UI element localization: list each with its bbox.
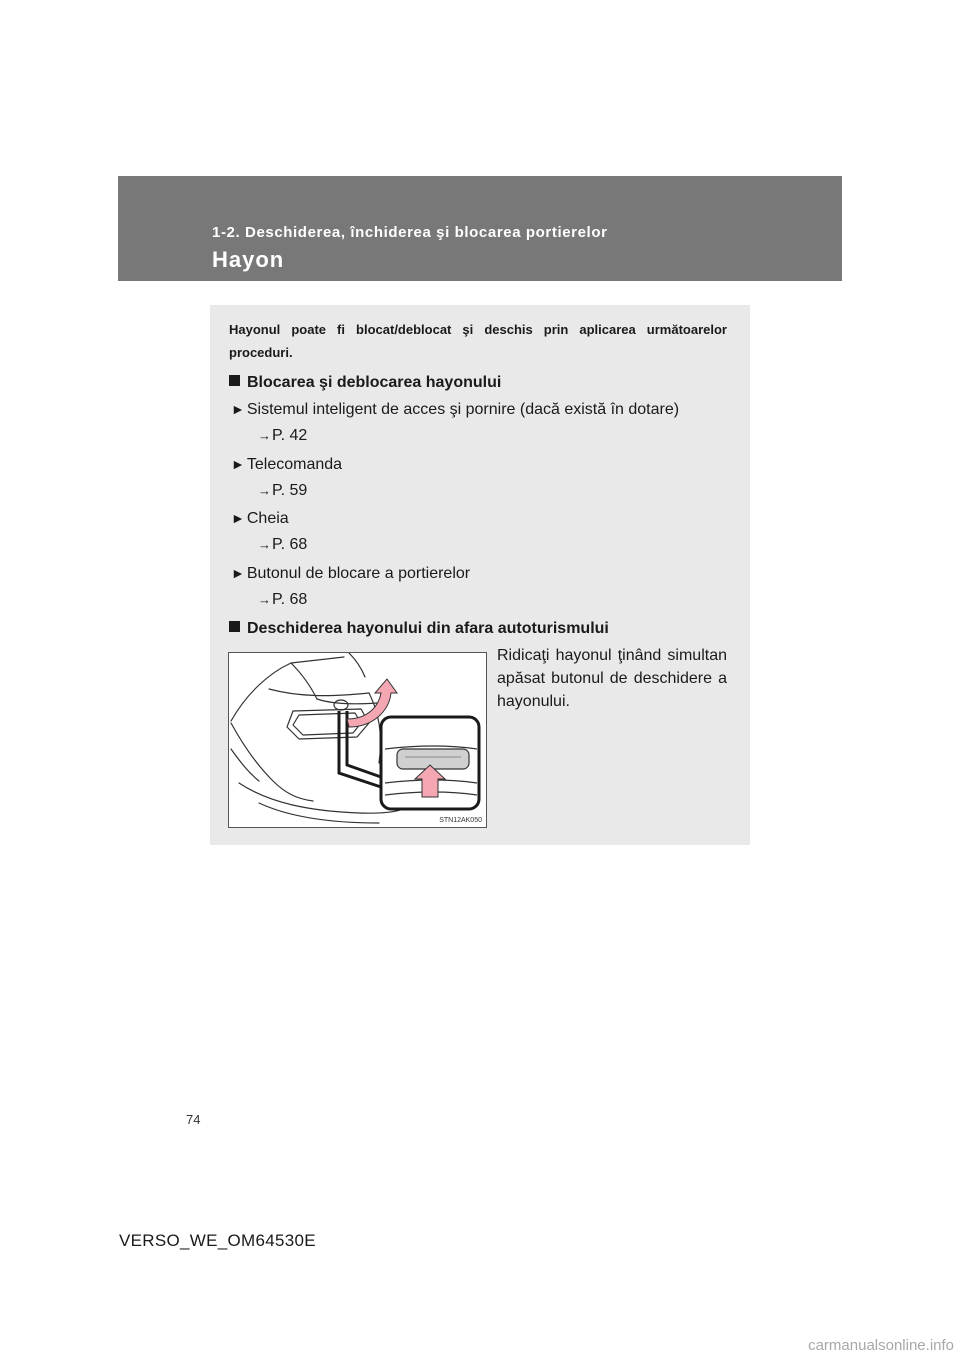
list-item: [231, 510, 289, 528]
list-item: [231, 401, 679, 419]
page-reference: P. 59: [272, 482, 308, 499]
triangle-right-icon: ►: [231, 456, 245, 472]
right-arrow-icon: →: [258, 592, 271, 607]
list-item: [231, 565, 470, 583]
right-arrow-icon: →: [258, 428, 271, 443]
page-reference-link[interactable]: [258, 591, 307, 609]
page-title: Hayon: [212, 247, 285, 272]
page-reference-link[interactable]: [258, 536, 307, 554]
page-reference: P. 42: [272, 427, 308, 444]
document-code: VERSO_WE_OM64530E: [119, 1231, 316, 1250]
tailgate-illustration: [228, 652, 487, 828]
square-icon: [229, 375, 240, 386]
page-reference: P. 68: [272, 591, 308, 608]
list-item-label: Sistemul inteligent de acces şi pornire (dacă există în dotare): [246, 401, 680, 418]
square-icon: [229, 621, 240, 632]
triangle-right-icon: ►: [231, 565, 245, 581]
locking-heading-label: Blocarea şi deblocarea hayonului: [247, 374, 502, 391]
page-reference: P. 68: [272, 536, 308, 553]
section-title: 1-2. Deschiderea, închiderea şi blocarea portierelor: [212, 224, 608, 241]
opening-instructions: Ridicaţi hayonul ţinând simultan apăsat butonul de deschidere a hayonului.: [497, 647, 727, 710]
intro-text: Hayonul poate fi blocat/deblocat şi deschis prin aplicarea următoarelor proceduri.: [229, 322, 727, 360]
watermark: carmanualsonline.info: [808, 1337, 954, 1354]
illustration-code: STN12AK050: [439, 817, 482, 824]
page-reference-link[interactable]: [258, 482, 307, 500]
list-item-label: Butonul de blocare a portierelor: [246, 565, 471, 582]
page-number: 74: [186, 1112, 201, 1127]
tailgate-drawing: [229, 653, 486, 827]
opening-heading-label: Deschiderea hayonului din afara autoturismului: [247, 620, 609, 637]
triangle-right-icon: ►: [231, 510, 245, 526]
list-item-label: Telecomanda: [246, 456, 343, 473]
right-arrow-icon: →: [258, 537, 271, 552]
list-item: [231, 456, 342, 474]
opener-button-icon: [397, 749, 469, 769]
triangle-right-icon: ►: [231, 401, 245, 417]
page-reference-link[interactable]: [258, 427, 307, 445]
list-item-label: Cheia: [246, 510, 289, 527]
right-arrow-icon: →: [258, 483, 271, 498]
opening-heading: [229, 620, 609, 638]
locking-heading: [229, 374, 501, 392]
